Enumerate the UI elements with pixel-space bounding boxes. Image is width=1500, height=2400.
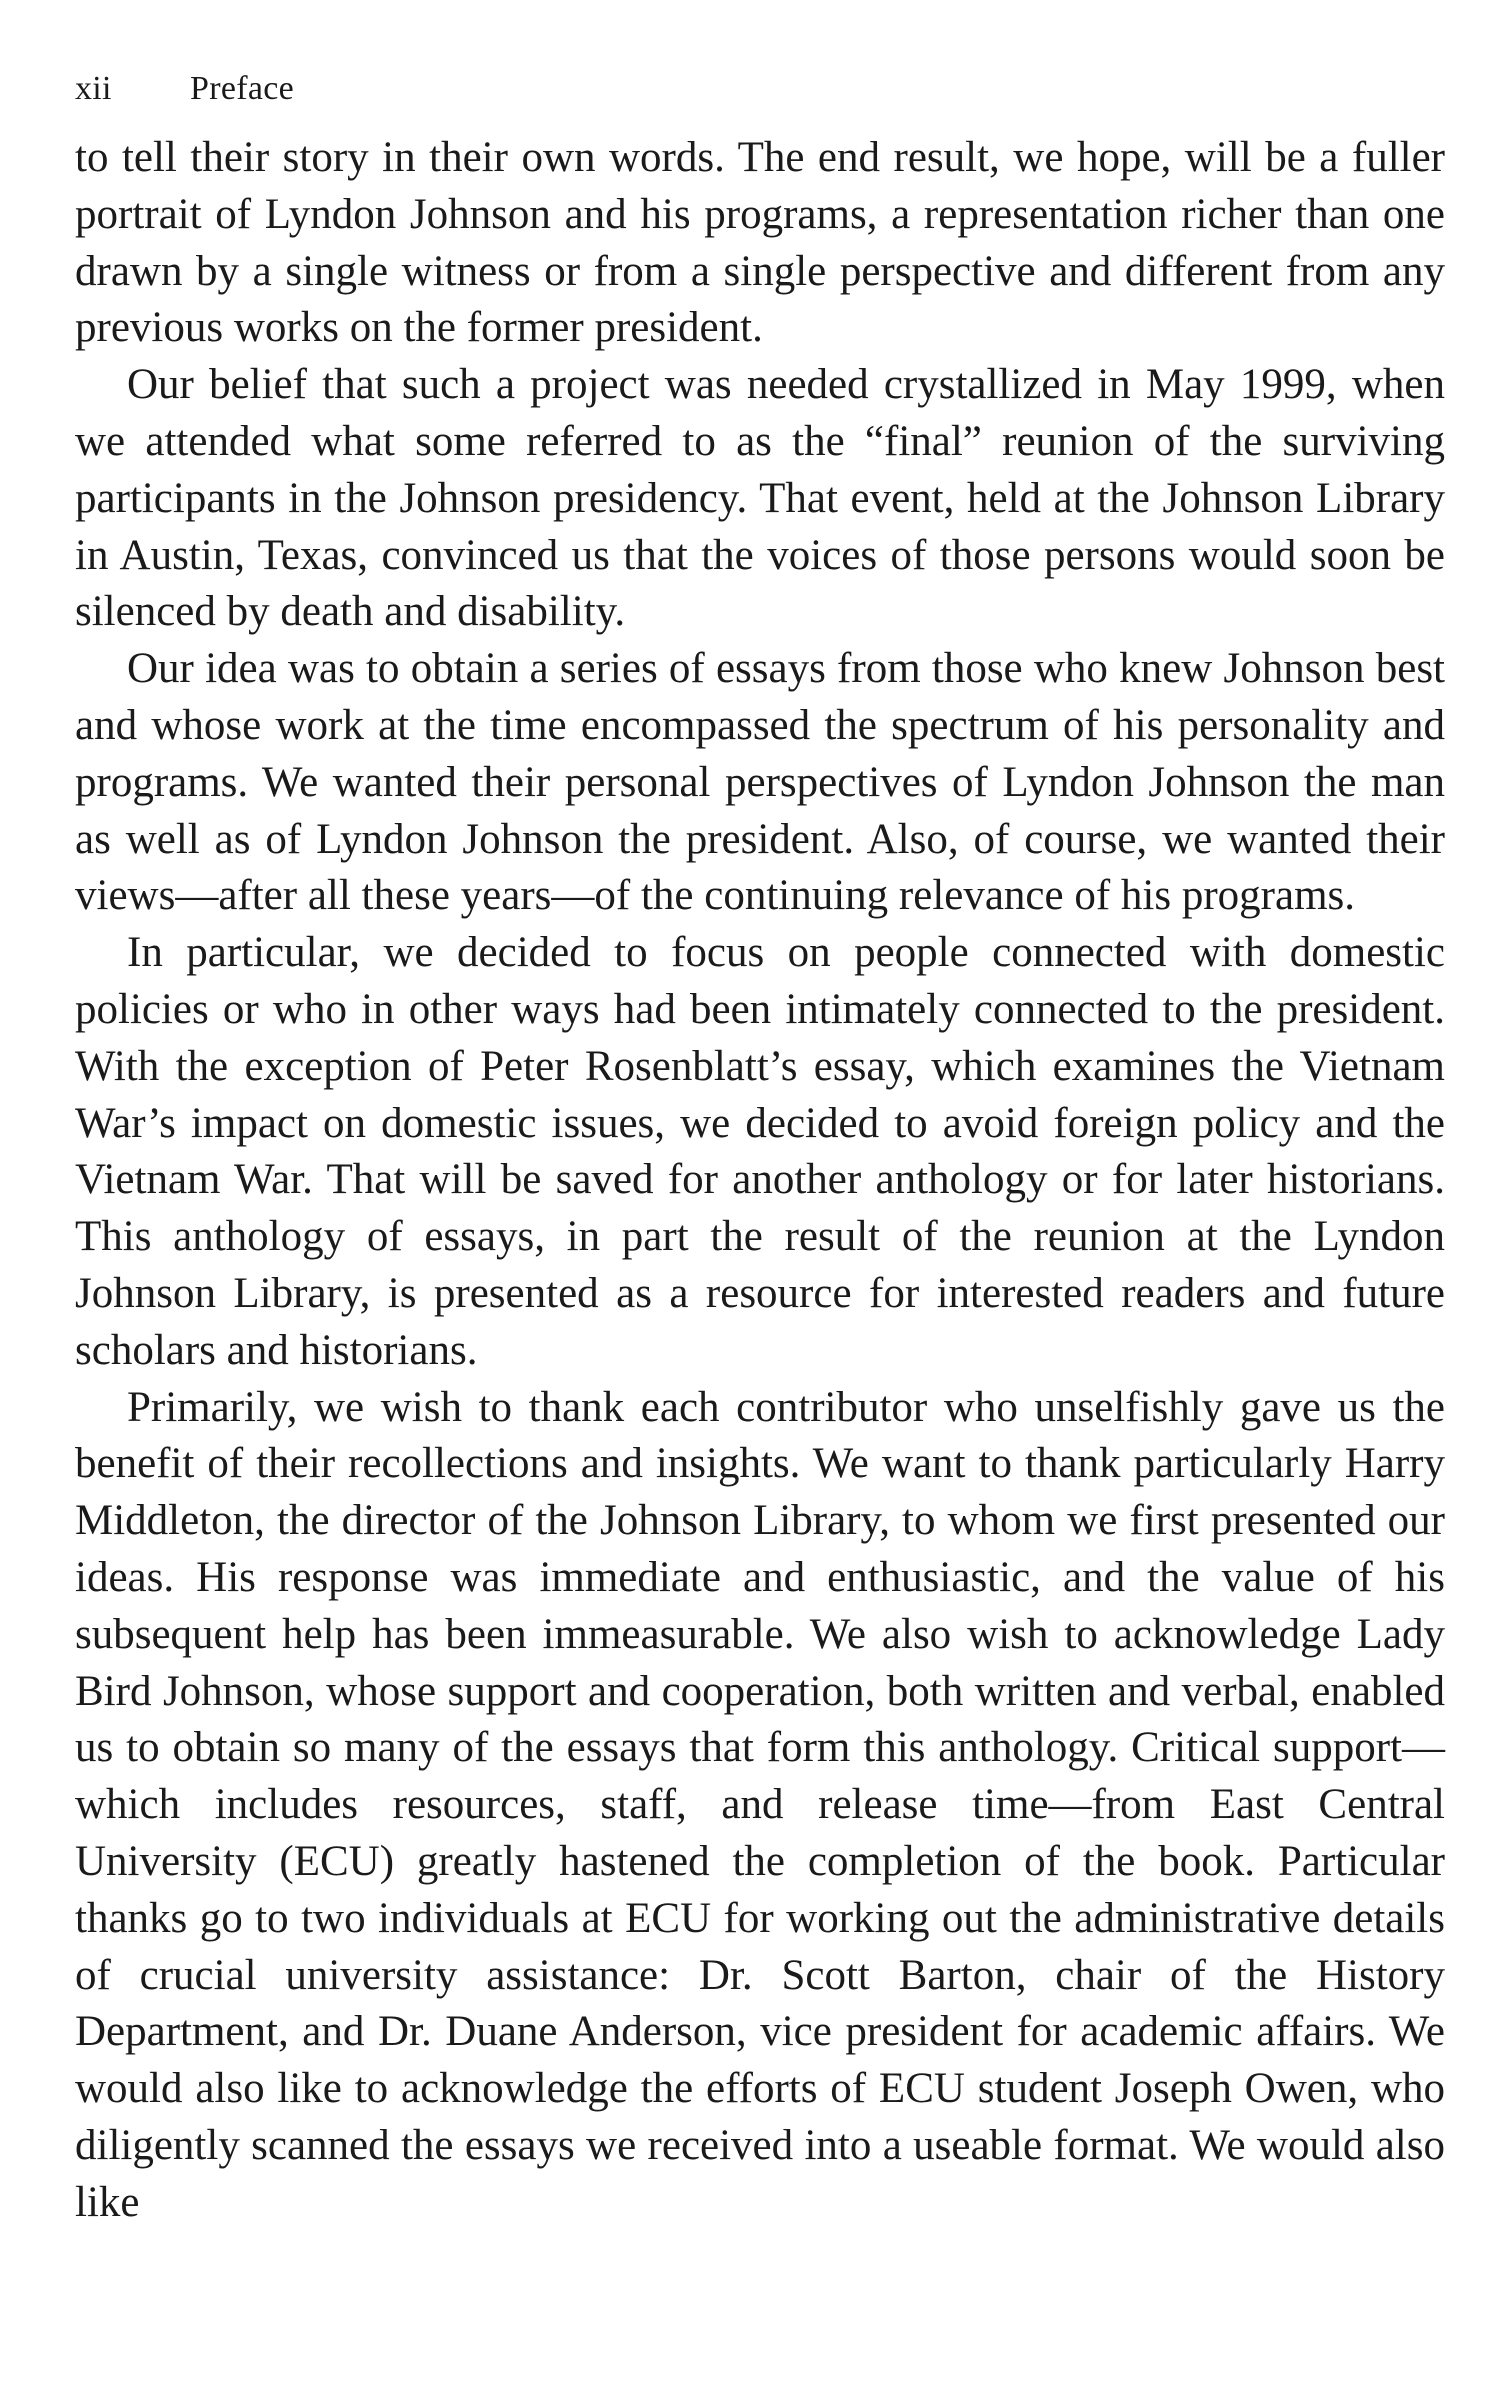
running-head (75, 62, 1445, 130)
paragraph-reunion: Our belief that such a project was needed crystallized in May 1999, when we attended what some referred to as the “final” reunion of the surviving participants in the Johnson presidency. That event, held at the Johnson Library in Austin, Texas, convinced us that the voices of those persons would soon be silenced by death and disability. (75, 361, 1445, 636)
paragraph-idea: Our idea was to obtain a series of essays from those who knew Johnson best and whose work at the time encompassed the spectrum of his personality and programs. We wanted their personal perspectives of Lyndon Johnson the man as well as of Lyndon Johnson the president. Also, of course, we wanted their views—after all these years—of the continuing relevance of his programs. (75, 645, 1445, 920)
section-title: Preface (190, 70, 295, 107)
page-number: xii (75, 70, 112, 107)
paragraph-acknowledgments: Primarily, we wish to thank each contributor who unselfishly gave us the benefit of their recollections and insights. We want to thank particularly Harry Middleton, the director of the Johnson Library, to whom we first presented our ideas. His response was immediate and enthusiastic, and the value of his subsequent help has been immeasurable. We also wish to acknowledge Lady Bird Johnson, whose support and cooperation, both written and verbal, enabled us to obtain so many of the essays that form this anthology. Critical support—which includes resources, staff, and release time—from East Central University (ECU) greatly hastened the completion of the book. Particular thanks go to two individuals at ECU for working out the administrative details of crucial university assistance: Dr. Scott Barton, chair of the History Department, and Dr. Duane Anderson, vice president for academic affairs. We would also like to acknowledge the efforts of ECU student Joseph Owen, who diligently scanned the essays we received into a useable format. We would also like (75, 1383, 1445, 2226)
paragraph-continued: to tell their story in their own words. The end result, we hope, will be a fuller portrait of Lyndon Johnson and his programs, a representation richer than one drawn by a single witness or from a single perspective and different from any previous works on the former president. (75, 134, 1445, 352)
book-page (75, 62, 1445, 2231)
paragraph-focus: In particular, we decided to focus on people connected with domestic policies or who in other ways had been intimately connected to the president. With the exception of Peter Rosenblatt’s essay, which examines the Vietnam War’s impact on domestic issues, we decided to avoid foreign policy and the Vietnam War. That will be saved for another anthology or for later historians. This anthology of essays, in part the result of the reunion at the Lyndon Johnson Library, is presented as a resource for interested readers and future scholars and historians. (75, 929, 1445, 1374)
body-text (75, 130, 1445, 2231)
